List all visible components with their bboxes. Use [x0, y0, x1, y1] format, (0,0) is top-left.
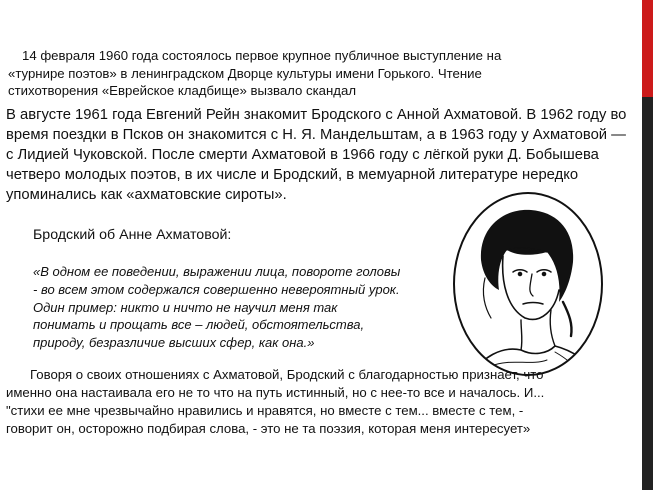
quote-line: понимать и прощать все – людей, обстоятельства,	[33, 317, 365, 333]
quote-title: Бродский об Анне Ахматовой:	[33, 227, 232, 243]
bottom-line: "стихи ее мне чрезвычайно нравились и нравятся, но вместе с тем... вместе с тем, -	[6, 403, 524, 418]
quote-line: Один пример: никто и ничто не научил меня так	[33, 299, 338, 315]
intro-line: 14 февраля 1960 года состоялось первое крупное публичное выступление на	[22, 48, 502, 63]
quote-line: - во всем этом содержался совершенно невероятный урок.	[33, 281, 400, 297]
bottom-line: Говоря о своих отношениях с Ахматовой, Бродский с благодарностью признает, что	[30, 367, 544, 382]
bottom-line: именно она настаивала его не то что на путь истинный, но с нее-то все и началось. И...	[6, 385, 545, 400]
quote-line: «В одном ее поведении, выражении лица, повороте головы	[33, 264, 401, 279]
intro-paragraph	[8, 47, 608, 100]
right-edge-accent	[642, 0, 653, 97]
bottom-line: говорит он, осторожно подбирая слова, - это не та поэзия, которая меня интересует»	[6, 421, 531, 436]
quote-block	[33, 263, 453, 352]
main-paragraph: В августе 1961 года Евгений Рейн знакомит Бродского с Анной Ахматовой. В 1962 году во время поездки в Псков он знакомится с Н. Я. Мандельштам, а в 1963 году у Ахматовой — с Лидией Чуковской. После смерти Ахматовой в 1966 году с лёгкой руки Д. Бобышева четверо молодых поэтов, в их числе и Бродский, в мемуарной литературе нередко упоминались как «ахматовские сироты».	[6, 107, 627, 203]
intro-line: стихотворения «Еврейское кладбище» вызвало скандал	[8, 83, 357, 98]
quote-line: природу, безразличие высших сфер, как она.»	[33, 335, 315, 351]
bottom-paragraph	[6, 366, 638, 438]
intro-line: «турнире поэтов» в ленинградском Дворце культуры имени Горького. Чтение	[8, 65, 482, 81]
akhmatova-portrait	[451, 190, 605, 378]
